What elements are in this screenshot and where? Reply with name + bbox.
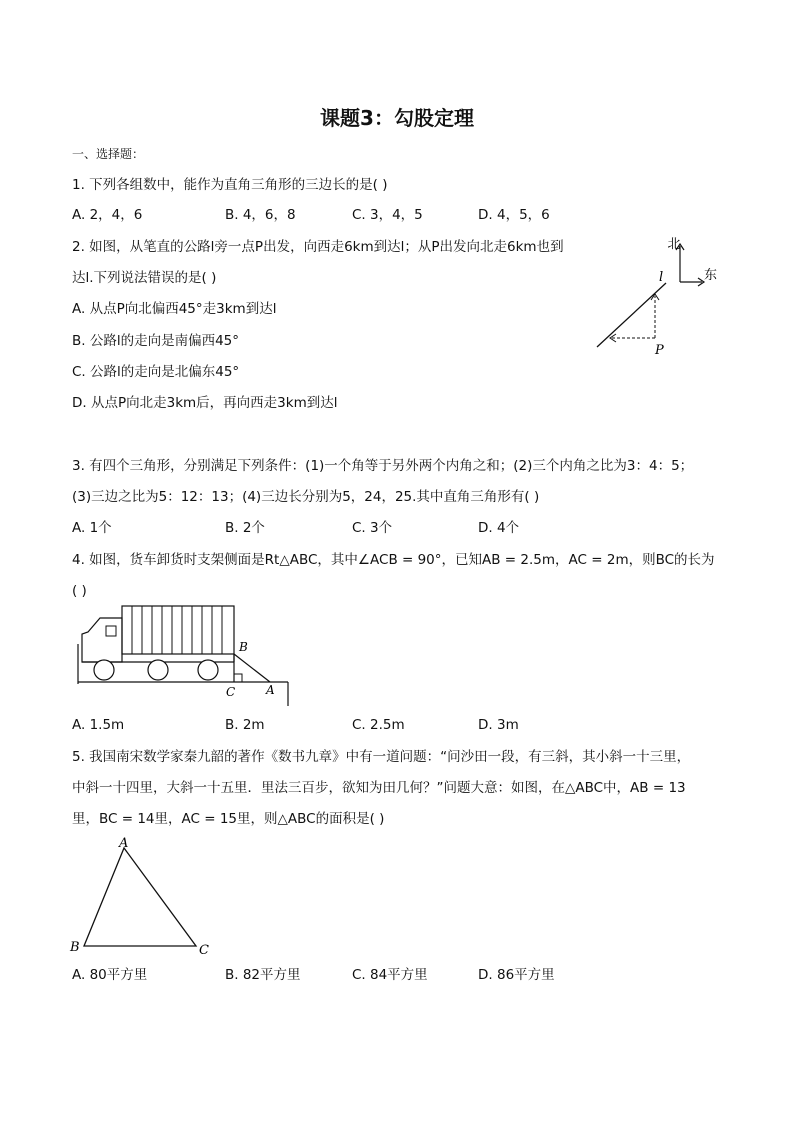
cargo-box [122,606,234,654]
label-c: C [199,943,209,958]
truck-cab [82,618,122,662]
q1-option-a: A. 2，4，6 [72,207,143,223]
q2-option-c: C. 公路l的走向是北偏东45° [72,364,240,380]
q1-option-d: D. 4，5，6 [478,207,550,223]
wheel [94,660,114,680]
q2-option-d: D. 从点P向北走3km后，再向西走3km到达l [72,395,338,411]
label-a: A [119,836,129,851]
label-a: A [266,683,275,697]
ramp-ab [234,654,270,682]
q3-stem-line2: (3)三边之比为5：12：13；(4)三边长分别为5，24，25.其中直角三角形有( ) [72,489,540,505]
q2-direction-figure [590,232,730,362]
label-b: B [239,640,248,654]
triangle-abc [84,848,196,946]
q5-stem-line1: 5. 我国南宋数学家秦九韶的著作《数书九章》中有一道问题：“问沙田一段，有三斜，其小斜一十三里， [72,749,691,765]
q3-option-a: A. 1个 [72,520,112,536]
q5-triangle-figure [64,834,224,960]
road-line [597,283,666,347]
q5-option-a: A. 80平方里 [72,967,148,983]
q5-stem-line3: 里，BC = 14里，AC = 15里，则△ABC的面积是( ) [72,811,385,827]
q4-truck-figure [74,604,294,708]
q3-option-b: B. 2个 [225,520,265,536]
q5-option-b: B. 82平方里 [225,967,301,983]
q3-stem-line1: 3. 有四个三角形，分别满足下列条件：(1)一个角等于另外两个内角之和；(2)三个内角之比为3：4：5； [72,458,694,474]
label-b: B [70,940,80,955]
point-p-label: P [655,343,664,358]
q1-option-c: C. 3，4，5 [352,207,423,223]
q5-stem-line2: 中斜一十四里，大斜一十五里．里法三百步，欲知为田几何？”问题大意：如图，在△ABC中，AB = 13 [72,780,686,796]
wheel [198,660,218,680]
wheel [148,660,168,680]
section-label: 一、选择题： [72,147,145,161]
q2-stem-line1: 2. 如图，从笔直的公路l旁一点P出发，向西走6km到达l；从P出发向北走6km也到 [72,239,564,255]
q2-stem-line2: 达l.下列说法错误的是( ) [72,270,217,286]
page-title: 课题3：勾股定理 [320,106,474,130]
q4-option-b: B. 2m [225,717,265,733]
q1-option-b: B. 4，6，8 [225,207,296,223]
q3-option-c: C. 3个 [352,520,393,536]
q1-stem: 1. 下列各组数中，能作为直角三角形的三边长的是( ) [72,177,388,193]
q5-option-c: C. 84平方里 [352,967,428,983]
q4-stem-line2: ( ) [72,583,87,599]
north-label: 北 [667,237,681,252]
road-label: l [659,270,664,285]
q4-option-a: A. 1.5m [72,717,125,733]
q5-option-d: D. 86平方里 [478,967,555,983]
label-c: C [226,685,236,699]
q2-option-b: B. 公路l的走向是南偏西45° [72,333,240,349]
q3-option-d: D. 4个 [478,520,520,536]
east-label: 东 [704,268,718,283]
q4-option-c: C. 2.5m [352,717,405,733]
q4-option-d: D. 3m [478,717,519,733]
q4-stem-line1: 4. 如图，货车卸货时支架侧面是Rt△ABC，其中∠ACB = 90°，已知AB = 2.5m，AC = 2m，则BC的长为 [72,552,715,568]
q2-option-a: A. 从点P向北偏西45°走3km到达l [72,301,277,317]
